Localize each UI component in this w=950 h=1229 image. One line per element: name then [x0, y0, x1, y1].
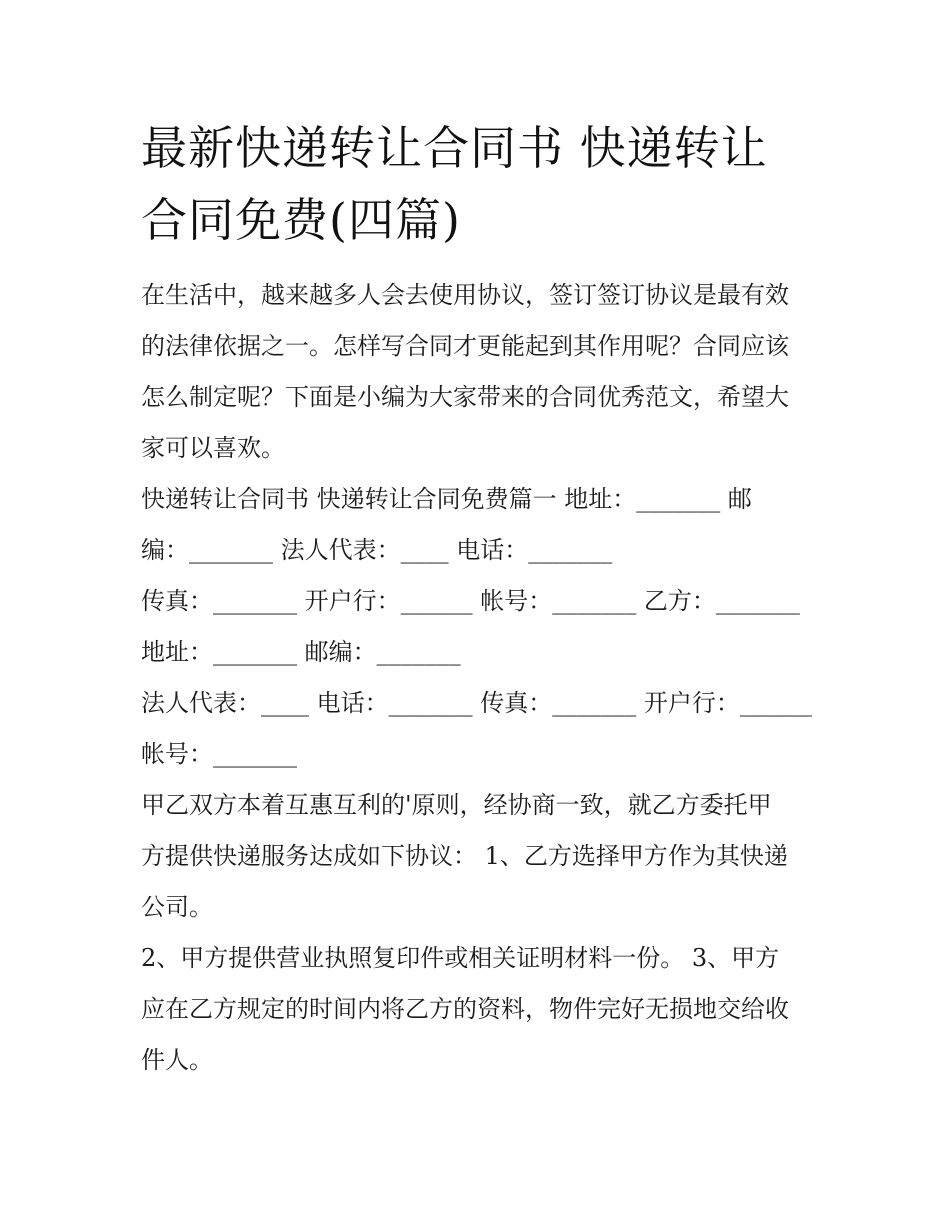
text-line: 公司。 [141, 893, 213, 921]
party-b-info-paragraph [141, 678, 813, 780]
text-line: 快递转让合同书 快递转让合同免费篇一 地址：_______ 邮 [141, 485, 752, 513]
document-page [141, 112, 813, 1086]
clause-paragraph [141, 933, 813, 1086]
agreement-paragraph [141, 780, 813, 933]
text-line: 帐号：_______ [141, 740, 297, 768]
party-a-info-paragraph [141, 474, 813, 576]
text-line: 地址：_______ 邮编：_______ [141, 638, 461, 666]
text-line: 怎么制定呢？下面是小编为大家带来的合同优秀范文，希望大 [141, 383, 789, 411]
text-line: 编：_______ 法人代表：____ 电话：_______ [141, 536, 613, 564]
intro-paragraph [141, 270, 813, 474]
document-body [141, 270, 813, 1086]
text-line: 家可以喜欢。 [141, 434, 285, 462]
text-line: 件人。 [141, 1046, 213, 1074]
text-line: 2、甲方提供营业执照复印件或相关证明材料一份。 3、甲方 [141, 944, 780, 972]
text-line: 传真：_______ 开户行：______ 帐号：_______ 乙方：_______ [141, 587, 800, 615]
text-line: 应在乙方规定的时间内将乙方的资料，物件完好无损地交给收 [141, 995, 789, 1023]
title-line: 合同免费(四篇) [141, 193, 461, 247]
text-line: 法人代表：____ 电话：_______ 传真：_______ 开户行：______ [141, 689, 812, 717]
party-a-bank-paragraph [141, 576, 813, 678]
text-line: 甲乙双方本着互惠互利的'原则，经协商一致，就乙方委托甲 [141, 791, 772, 819]
document-title [141, 112, 813, 256]
title-line: 最新快递转让合同书 快递转让 [141, 121, 768, 175]
text-line: 方提供快递服务达成如下协议： 1、乙方选择甲方作为其快递 [141, 842, 788, 870]
text-line: 在生活中，越来越多人会去使用协议，签订签订协议是最有效 [141, 281, 789, 309]
text-line: 的法律依据之一。怎样写合同才更能起到其作用呢？合同应该 [141, 332, 789, 360]
